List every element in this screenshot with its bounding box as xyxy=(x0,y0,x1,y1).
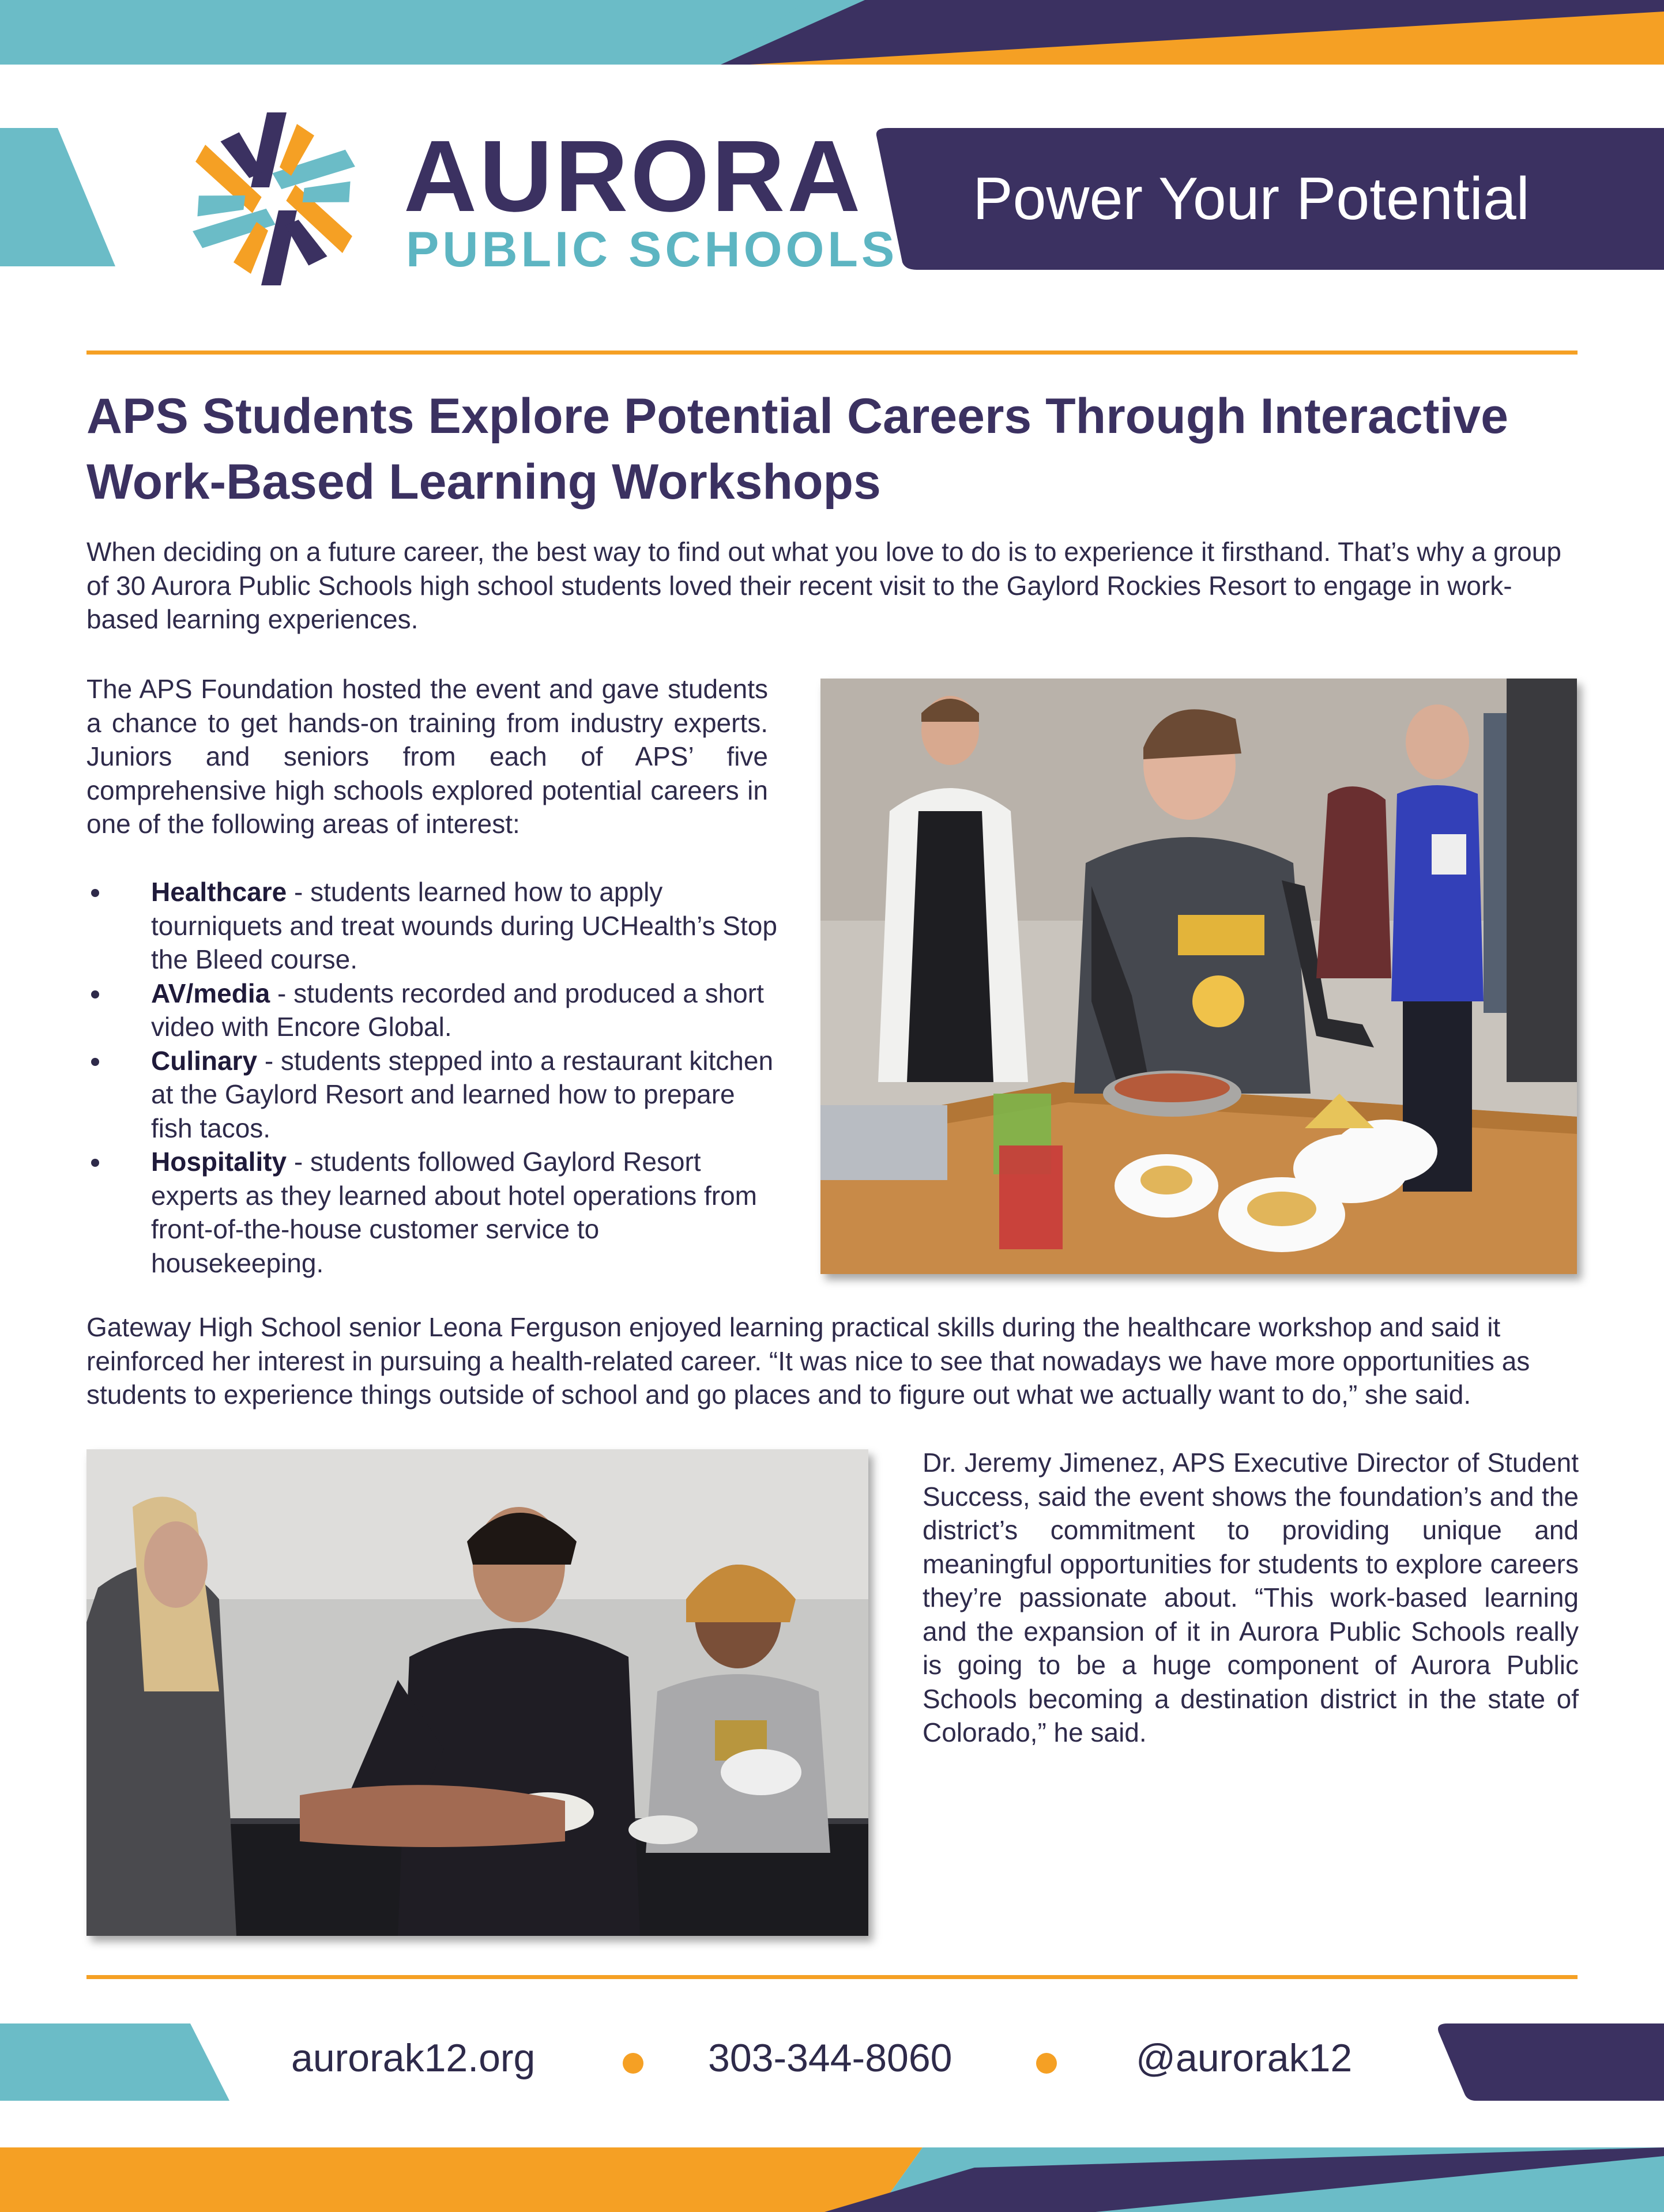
intro-paragraph: When deciding on a future career, the best way to find out what you love to do is to experience it firsthand. That’s why a group of 30 Aurora Public Schools high school students loved their recent visit to the Gaylord Rockies Resort to engage in work-based learning experiences. xyxy=(86,537,1561,634)
area-term: AV/media xyxy=(151,978,270,1008)
footer-separator-icon xyxy=(623,2053,643,2074)
bullet-icon xyxy=(91,889,99,897)
footer-rule xyxy=(86,1975,1578,1979)
footer-navy-tab xyxy=(1438,2023,1664,2101)
area-term: Healthcare xyxy=(151,877,287,907)
list-item xyxy=(86,977,778,1044)
area-desc: - students learned how to apply tourniquets and treat wounds during UCHealth’s Stop the Bleed course. xyxy=(151,877,777,974)
area-desc: - students recorded and produced a short video with Encore Global. xyxy=(151,978,764,1042)
header-rule xyxy=(86,351,1578,355)
list-item xyxy=(86,1044,778,1145)
footer-separator-icon xyxy=(1036,2053,1057,2074)
foundation-paragraph: The APS Foundation hosted the event and gave students a chance to get hands-on training from industry experts. Juniors and seniors from each of APS’ five comprehensive high schools explored potential careers in one of the following areas of interest: xyxy=(86,674,768,839)
area-term: Hospitality xyxy=(151,1147,287,1177)
area-term: Culinary xyxy=(151,1045,258,1076)
list-item xyxy=(86,875,778,977)
header-teal-tab xyxy=(0,128,115,266)
healthcare-photo xyxy=(86,1449,868,1936)
jimenez-paragraph: Dr. Jeremy Jimenez, APS Executive Director of Student Success, said the event shows the foundation’s and the district’s commitment to providing unique and meaningful opportunities for students to explore careers they’re passionate about. “This work-based learning and the expansion of it in Aurora Public Schools really is going to be a huge component of Aurora Public Schools becoming a destination district in the state of Colorado,” he said. xyxy=(923,1448,1579,1747)
gateway-paragraph: Gateway High School senior Leona Ferguson enjoyed learning practical skills during the healthcare workshop and said it reinforced her interest in pursuing a health-related career. “It was nice to see that nowadays we have more opportunities as students to experience things outside of school and go places and to figure out what we actually want to do,” she said. xyxy=(86,1312,1530,1410)
list-item xyxy=(86,1145,778,1280)
bullet-icon xyxy=(91,990,99,998)
areas-list xyxy=(86,875,778,1280)
bottom-orange-band xyxy=(0,2147,923,2212)
footer-social-link[interactable]: @aurorak12 xyxy=(1136,2036,1353,2080)
area-desc: - students followed Gaylord Resort experts as they learned about hotel operations from front-of-the-house customer service to housekeeping. xyxy=(151,1147,757,1278)
bullet-icon xyxy=(91,1159,99,1167)
footer-teal-tab xyxy=(0,2023,229,2101)
footer-phone[interactable]: 303-344-8060 xyxy=(708,2036,953,2080)
tagline: Power Your Potential xyxy=(973,165,1530,232)
bullet-icon xyxy=(91,1058,99,1066)
top-teal-left xyxy=(0,0,807,65)
culinary-photo xyxy=(820,679,1577,1274)
footer-website-link[interactable]: aurorak12.org xyxy=(291,2036,536,2080)
aurora-star-logo-icon xyxy=(173,104,375,294)
brand-subname: PUBLIC SCHOOLS xyxy=(406,222,898,277)
area-desc: - students stepped into a restaurant kitchen at the Gaylord Resort and learned how to prepare fish tacos. xyxy=(151,1045,774,1143)
article-headline: APS Students Explore Potential Careers Through Interactive Work-Based Learning Workshops xyxy=(86,389,1508,510)
brand-name: AURORA xyxy=(404,120,863,233)
